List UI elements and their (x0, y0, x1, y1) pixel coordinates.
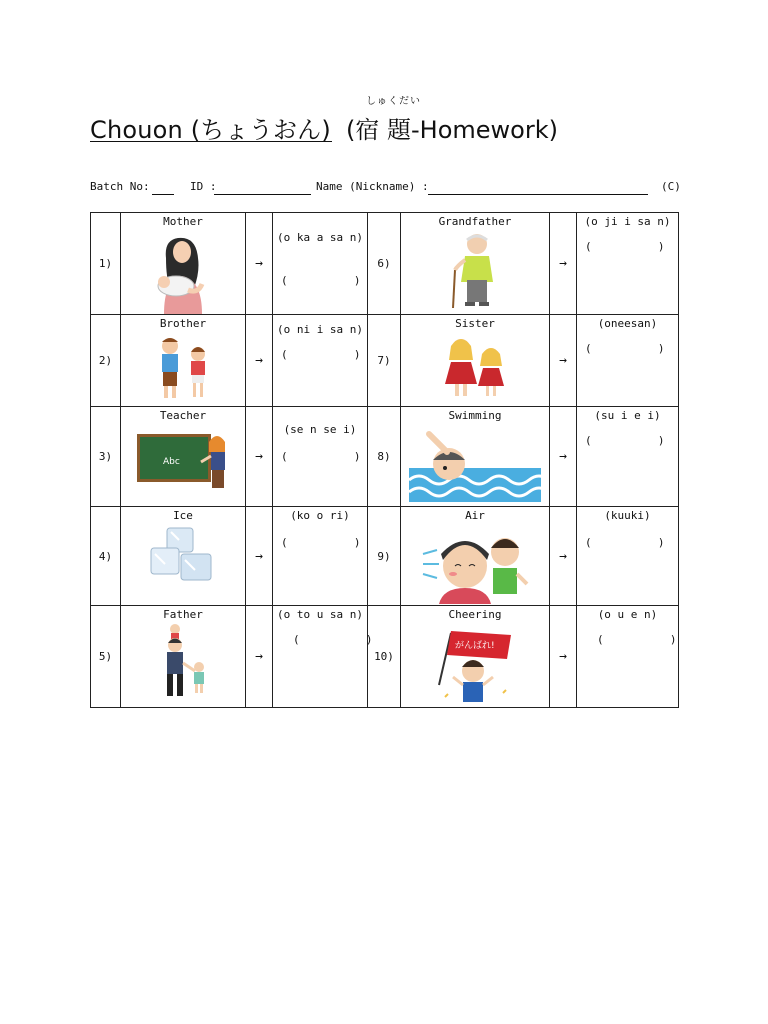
answer-cell (273, 407, 368, 507)
answer-cell (577, 315, 679, 407)
romaji: (o ji i sa n) (584, 215, 671, 228)
romaji: (oneesan) (597, 317, 658, 330)
answer-blank[interactable]: ( ) (293, 633, 373, 646)
table-row (91, 213, 679, 315)
picture-cell (401, 315, 550, 407)
picture-cell (401, 606, 550, 708)
item-number: 6) (368, 213, 401, 315)
word-label: Brother (159, 317, 207, 330)
romaji: (ko o ri) (290, 509, 350, 522)
item-number: 9) (368, 507, 401, 606)
arrow: → (550, 606, 577, 708)
father-icon (153, 623, 213, 699)
arrow: → (550, 315, 577, 407)
picture-cell (121, 213, 246, 315)
answer-blank[interactable]: ( ) (281, 536, 361, 549)
arrow: → (246, 315, 273, 407)
romaji: (su i e i) (594, 409, 661, 422)
answer-cell (273, 606, 373, 708)
answer-cell (273, 315, 368, 407)
arrow: → (246, 213, 273, 315)
picture-cell (121, 407, 246, 507)
romaji: (o to u sa n) (276, 608, 364, 621)
name-label: Name (Nickname) : (316, 180, 429, 193)
svg-text:Abc: Abc (163, 457, 180, 467)
table-row (91, 407, 679, 507)
answer-blank[interactable]: ( ) (281, 348, 361, 361)
picture-cell (401, 407, 550, 507)
word-label: Swimming (448, 409, 502, 422)
arrow: → (246, 407, 273, 507)
item-number: 3) (91, 407, 121, 507)
romaji: (o ni i sa n) (276, 323, 364, 336)
ice-icon (145, 524, 221, 590)
word-label: Father (163, 608, 203, 621)
name-field[interactable] (428, 194, 648, 195)
romaji: (o ka a sa n) (276, 231, 364, 244)
item-number: 5) (91, 606, 121, 708)
romaji: (se n se i) (283, 423, 357, 436)
table-row (91, 315, 679, 407)
picture-cell (121, 315, 246, 407)
answer-blank[interactable]: ( ) (585, 342, 665, 355)
student-info-row (90, 180, 681, 196)
table-row (91, 606, 679, 708)
batch-field[interactable] (152, 194, 174, 195)
answer-blank[interactable]: ( ) (585, 434, 665, 447)
word-label: Ice (173, 509, 193, 522)
item-number: 7) (368, 315, 401, 407)
arrow: → (550, 407, 577, 507)
homework-title: (宿 題-Homework) (346, 116, 558, 144)
picture-cell (401, 507, 550, 606)
answer-blank[interactable]: ( ) (597, 633, 677, 646)
id-field[interactable] (214, 194, 311, 195)
table-row (91, 507, 679, 606)
item-number: 1) (91, 213, 121, 315)
answer-blank[interactable]: ( ) (281, 274, 361, 287)
item-number: 8) (368, 407, 401, 507)
cheering-icon (437, 623, 513, 707)
title-underline (90, 141, 332, 142)
answer-cell (273, 213, 368, 315)
page-title: Chouon (ちょうおん) (90, 116, 331, 144)
word-label: Grandfather (438, 215, 512, 228)
brother-icon (148, 332, 218, 402)
arrow: → (550, 507, 577, 606)
answer-cell (577, 507, 679, 606)
item-number: 10) (368, 606, 401, 708)
version-label: (C) (661, 180, 681, 193)
answer-cell (577, 606, 679, 708)
answer-blank[interactable]: ( ) (585, 536, 665, 549)
arrow: → (246, 507, 273, 606)
batch-label: Batch No: (90, 180, 150, 193)
flag-text: がんばれ! (455, 641, 495, 651)
picture-cell (401, 213, 550, 315)
answer-blank[interactable]: ( ) (281, 450, 361, 463)
picture-cell (121, 606, 246, 708)
answer-blank[interactable]: ( ) (585, 240, 665, 253)
word-label: Mother (163, 215, 203, 228)
answer-cell (577, 213, 679, 315)
air-icon (419, 524, 531, 604)
word-label: Air (465, 509, 485, 522)
word-label: Sister (455, 317, 495, 330)
arrow: → (246, 606, 273, 708)
swimming-icon (409, 424, 541, 502)
picture-cell (121, 507, 246, 606)
romaji: (o u e n) (597, 608, 658, 621)
item-number: 4) (91, 507, 121, 606)
answer-cell (273, 507, 368, 606)
answer-cell (577, 407, 679, 507)
romaji: (kuuki) (604, 509, 651, 522)
vocabulary-table (90, 212, 679, 708)
word-label: Cheering (448, 608, 502, 621)
arrow: → (550, 213, 577, 315)
mother-baby-icon (148, 230, 218, 314)
sister-icon (439, 332, 511, 402)
furigana-reading: しゅくだい (366, 96, 421, 107)
item-number: 2) (91, 315, 121, 407)
id-label: ID : (190, 180, 217, 193)
grandfather-icon (445, 230, 505, 310)
word-label: Teacher (159, 409, 207, 422)
teacher-icon (135, 424, 231, 494)
